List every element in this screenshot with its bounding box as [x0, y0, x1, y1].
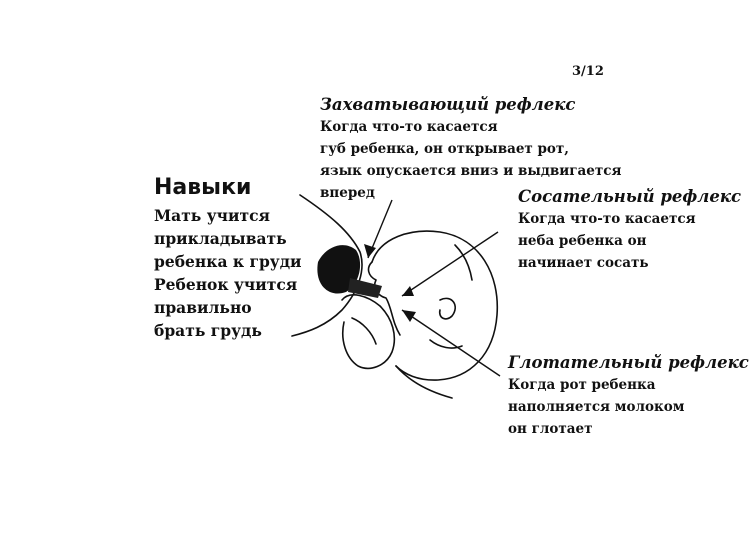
suck-arrow	[402, 232, 498, 296]
swallow-reflex-title: Глотательный рефлекс	[508, 353, 749, 372]
swallow-reflex-line: он глотает	[508, 421, 593, 437]
suck-reflex-line: начинает сосать	[518, 255, 649, 271]
baby-face-outline	[369, 262, 400, 335]
skills-line: прикладывать	[154, 229, 287, 248]
grasp-reflex-line: губ ребенка, он открывает рот,	[320, 141, 569, 157]
skills-line: Ребенок учится	[154, 275, 298, 294]
swallow-arrow	[402, 310, 500, 376]
skills-line: брать грудь	[154, 321, 262, 340]
suck-reflex-line: неба ребенка он	[518, 233, 647, 249]
swallow-reflex-line: наполняется молоком	[508, 399, 685, 415]
swallow-reflex-block	[508, 352, 749, 440]
grasp-reflex-line: Когда что-то касается	[320, 119, 498, 135]
baby-head-outline	[372, 231, 497, 380]
grasp-reflex-line: вперед	[320, 185, 375, 201]
baby-ear	[440, 298, 456, 318]
suck-reflex-block	[518, 186, 741, 274]
skills-line: правильно	[154, 298, 252, 317]
hand-outline	[342, 295, 394, 368]
grasp-reflex-line: язык опускается вниз и выдвигается	[320, 163, 622, 179]
suck-reflex-line: Когда что-то касается	[518, 211, 696, 227]
page-number: 3/12	[572, 64, 604, 79]
grasp-reflex-title: Захватывающий рефлекс	[320, 95, 576, 114]
skills-title: Навыки	[154, 175, 252, 200]
swallow-reflex-line: Когда рот ребенка	[508, 377, 656, 393]
skills-line: ребенка к груди	[154, 252, 302, 271]
skills-block	[154, 175, 304, 342]
skills-line: Мать учится	[154, 206, 270, 225]
suck-reflex-title: Сосательный рефлекс	[518, 187, 742, 206]
